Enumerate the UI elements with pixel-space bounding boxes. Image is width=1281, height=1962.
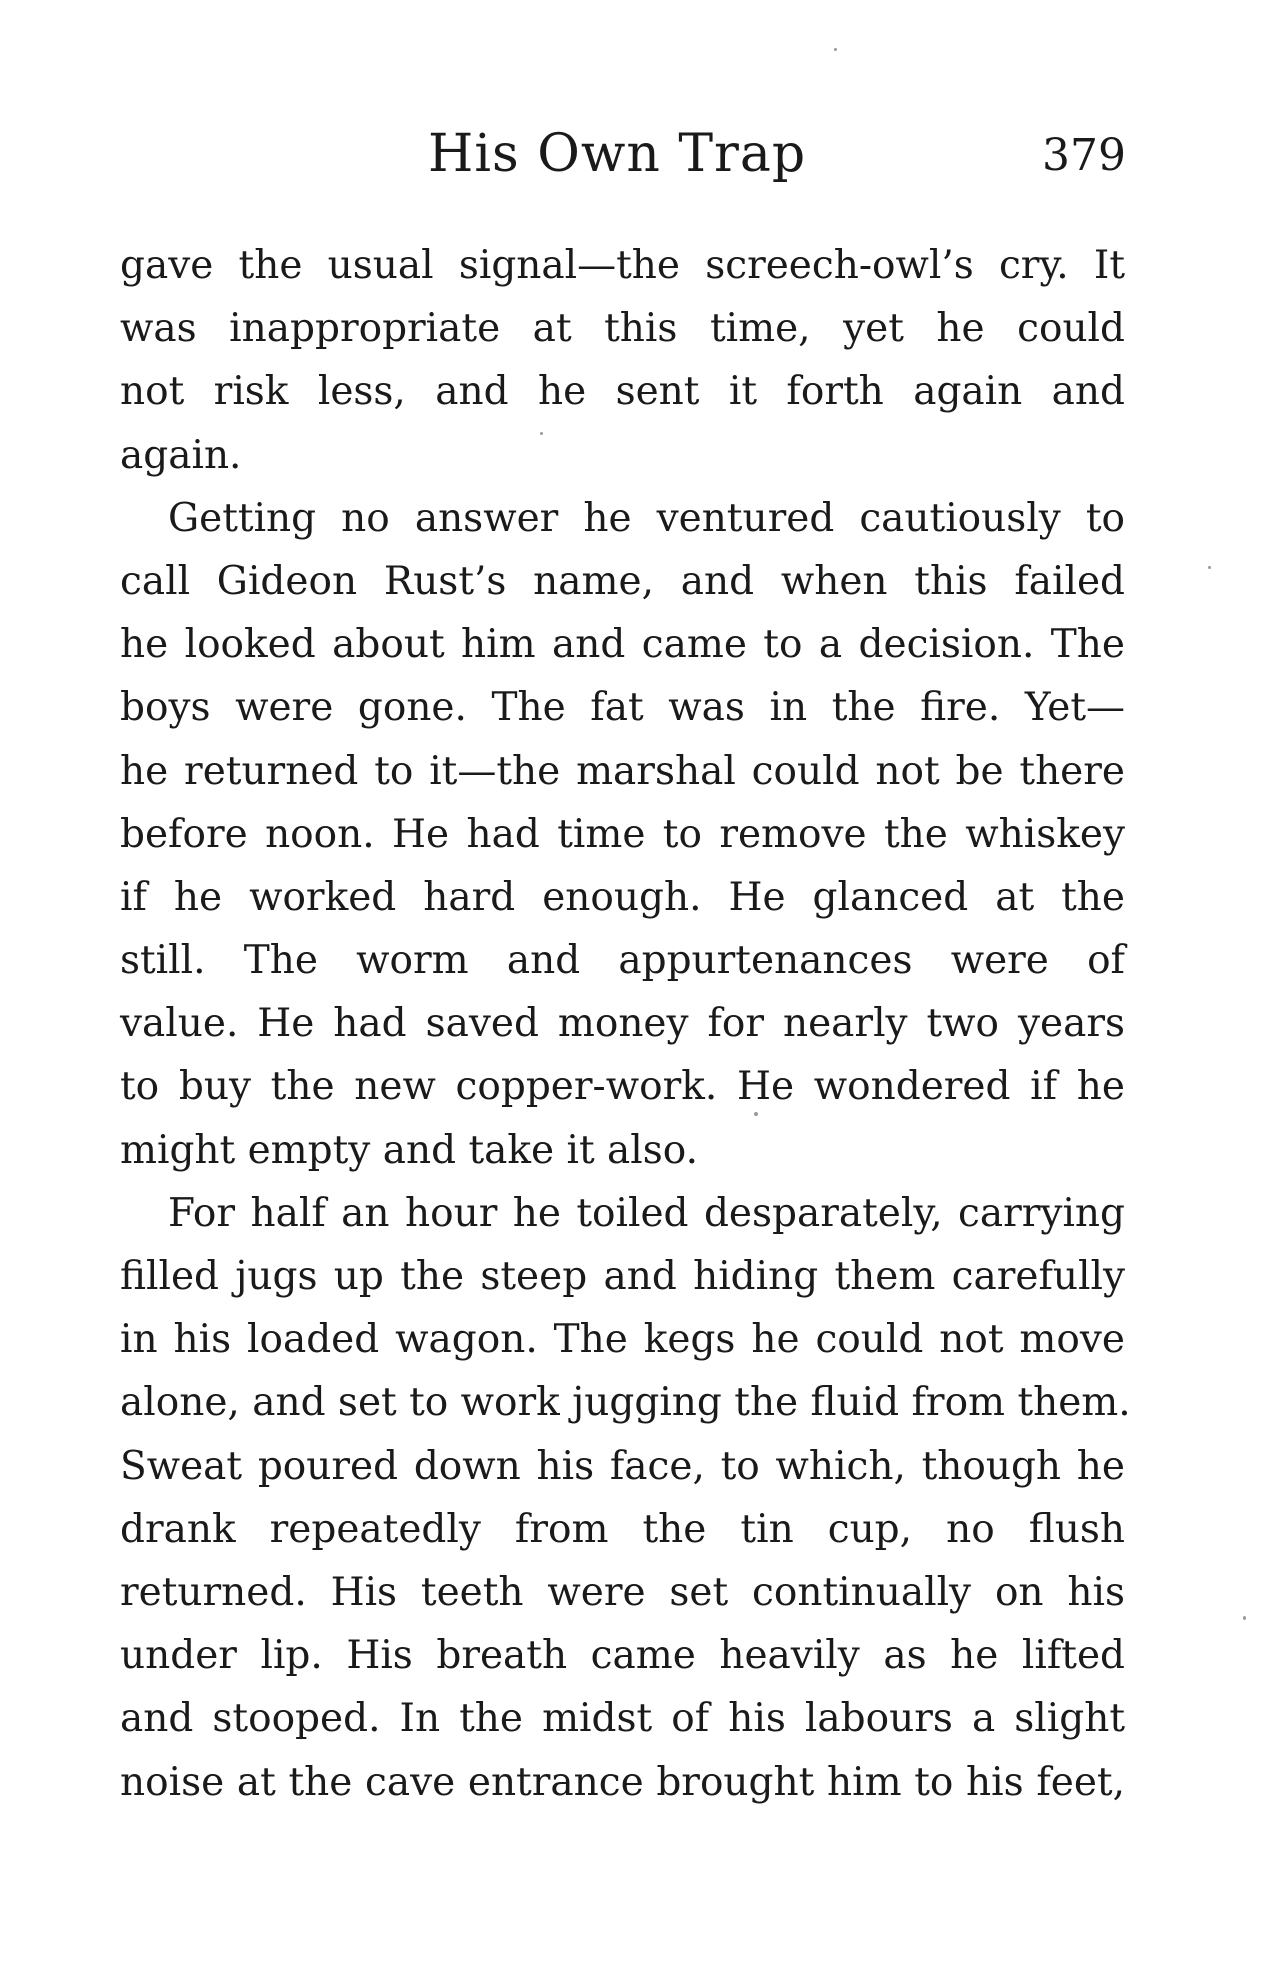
text-line: Getting no answer he ventured cautiously to (168, 495, 1125, 541)
text-line: might empty and take it also. (120, 1127, 698, 1173)
paragraph-2 (120, 487, 1125, 1182)
text-line: he looked about him and came to a decision. The (120, 622, 1125, 668)
scan-speck (834, 48, 837, 51)
text-line: in his loaded wagon. The kegs he could not move (120, 1317, 1125, 1363)
text-line: not risk less, and he sent it forth again and (120, 369, 1125, 415)
page-number: 379 (1042, 130, 1126, 181)
text-line: boys were gone. The fat was in the fire. Yet— (120, 685, 1125, 731)
text-line: value. He had saved money for nearly two years (120, 1001, 1125, 1047)
text-line: before noon. He had time to remove the whiskey (120, 811, 1125, 857)
text-line: alone, and set to work jugging the fluid from them. (120, 1380, 1131, 1426)
text-line: drank repeatedly from the tin cup, no flush (120, 1506, 1125, 1552)
paragraph-3 (120, 1182, 1131, 1814)
text-line: he returned to it—the marshal could not be there (120, 748, 1125, 794)
scan-speck (754, 1112, 758, 1116)
text-line: Sweat poured down his face, to which, though he (120, 1443, 1125, 1489)
text-line: For half an hour he toiled desparately, carrying (168, 1190, 1125, 1236)
running-title: His Own Trap (428, 124, 807, 184)
text-line: under lip. His breath came heavily as he lifted (120, 1633, 1125, 1679)
scan-speck (1208, 566, 1211, 569)
text-line: to buy the new copper-work. He wondered if he (120, 1064, 1125, 1110)
text-line: was inappropriate at this time, yet he could (120, 306, 1125, 352)
text-line: again. (120, 432, 242, 478)
text-line: and stooped. In the midst of his labours a slight (120, 1696, 1125, 1742)
body-text (120, 234, 1131, 1814)
text-line: if he worked hard enough. He glanced at the (120, 874, 1125, 920)
paragraph-1 (120, 234, 1125, 487)
scan-speck (540, 432, 543, 435)
text-line: call Gideon Rust’s name, and when this failed (120, 558, 1125, 604)
text-line: gave the usual signal—the screech-owl’s cry. It (120, 243, 1125, 288)
text-line: still. The worm and appurtenances were of (120, 938, 1125, 984)
scan-speck (1243, 1616, 1246, 1620)
text-line: returned. His teeth were set continually on his (120, 1569, 1125, 1615)
text-line: filled jugs up the steep and hiding them carefully (120, 1254, 1125, 1299)
text-line: noise at the cave entrance brought him to his feet, (120, 1759, 1125, 1805)
